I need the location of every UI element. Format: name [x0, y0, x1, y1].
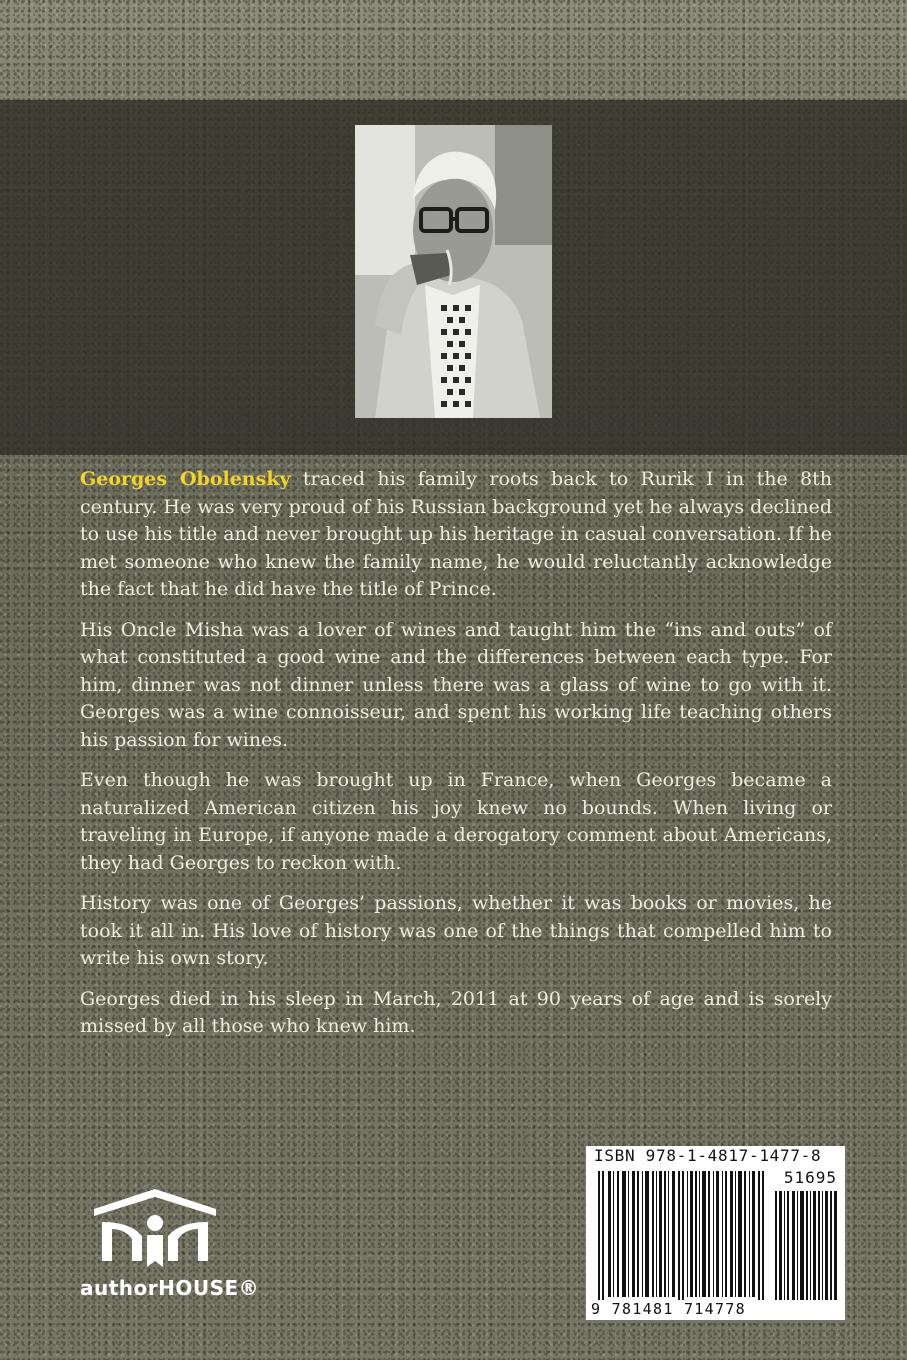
price-code: 51695 [783, 1168, 837, 1187]
author-name-highlight: Georges Obolensky [80, 468, 291, 490]
publisher-logo [70, 1185, 260, 1315]
author-portrait-photo [355, 125, 552, 418]
publisher-name: authorHOUSE® [80, 1276, 260, 1300]
bio-paragraph-2: His Oncle Misha was a lover of wines and taught him the “ins and outs” of what constituted a good wine and the differences between each type. For him, dinner was not dinner unless there was a glass of wine to go with it. Georges was a wine connoisseur, and spent his working life teaching others his passion for wines. [80, 618, 832, 751]
bio-paragraph-3: Even though he was brought up in France, when Georges became a naturalized American citizen his joy knew no bounds. When living or traveling in Europe, if anyone made a derogatory comment about Americans, they had Georges to reckon with. [80, 769, 832, 874]
house-book-icon [88, 1185, 222, 1271]
bio-paragraph-5: Georges died in his sleep in March, 2011 at 90 years of age and is sorely missed by all those who knew him. [80, 987, 832, 1037]
isbn-barcode [586, 1146, 845, 1320]
isbn-label: ISBN 978-1-4817-1477-8 [594, 1146, 822, 1165]
barcode-main-bars [598, 1171, 764, 1308]
isbn-digits: 9 781481 714778 [591, 1300, 841, 1318]
bio-paragraph-4: History was one of Georges’ passions, whether it was books or movies, he took it all in. His love of history was one of the things that compelled him to write his own story. [80, 892, 832, 969]
bio-paragraph-1-text: traced his family roots back to Rurik I in the 8th century. He was very proud of his Russian background yet he always declined to use his title and never brought up his heritage in casual conversation. If he met someone who knew the family name, he would reluctantly acknowledge the fact that he did have the title of Prince. [80, 468, 832, 600]
bio-paragraph-1 [80, 466, 832, 604]
barcode-addon-bars [775, 1191, 837, 1308]
portrait-illustration [355, 125, 552, 418]
author-biography [80, 466, 832, 1054]
